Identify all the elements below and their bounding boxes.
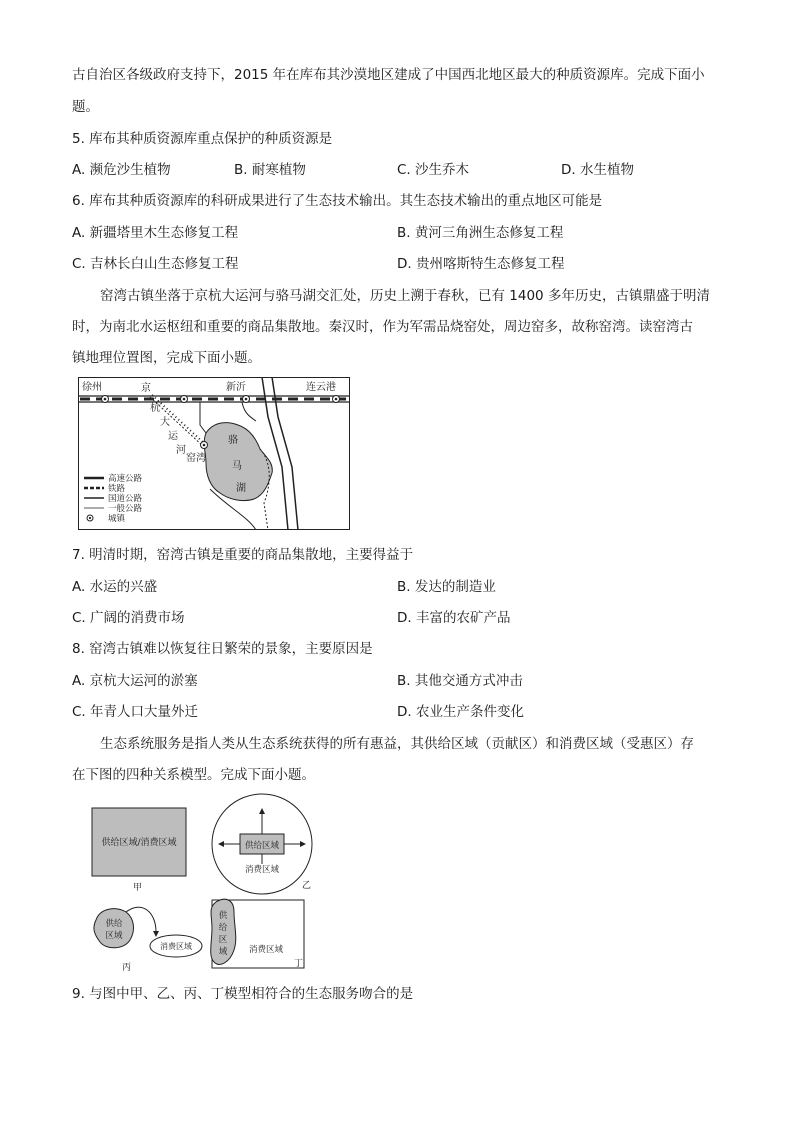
q7-stem: 7. 明清时期，窑湾古镇是重要的商品集散地，主要得益于 xyxy=(72,547,414,563)
map-city-xuzhou: 徐州 xyxy=(82,382,102,393)
q5-stem: 5. 库布其种质资源库重点保护的种质资源是 xyxy=(72,131,333,147)
map-canal-char-2: 杭 xyxy=(150,403,160,414)
map-canal-char-4: 运 xyxy=(168,431,178,442)
bing-supply-label-1: 供给 xyxy=(105,919,123,929)
passage3-line-1: 生态系统服务是指人类从生态系统获得的所有惠益，其供给区域（贡献区）和消费区域（受惠区）存 xyxy=(100,736,694,752)
map-lake-char-2: 马 xyxy=(232,461,242,472)
intro-line-2: 题。 xyxy=(72,99,99,115)
map-town-yaowan: 窑湾 xyxy=(186,453,206,464)
map-canal-char-3: 大 xyxy=(160,417,170,428)
legend-railway: 铁路 xyxy=(108,484,126,494)
map-city-lianyungang: 连云港 xyxy=(306,382,336,393)
bing-consume-label: 消费区域 xyxy=(160,942,192,951)
passage2-line-1: 窑湾古镇坐落于京杭大运河与骆马湖交汇处，历史上溯于春秋，已有 1400 多年历史，古镇鼎盛于明清 xyxy=(100,288,710,304)
model-yi xyxy=(212,794,312,894)
ding-consume-label: 消费区域 xyxy=(248,945,284,955)
q7-option-b[interactable]: B. 发达的制造业 xyxy=(397,579,496,595)
yaowan-location-map xyxy=(78,377,350,534)
q6-stem: 6. 库布其种质资源库的科研成果进行了生态技术输出。其生态技术输出的重点地区可能是 xyxy=(72,193,603,209)
bing-label: 丙 xyxy=(122,963,132,973)
intro-line-1: 古自治区各级政府支持下，2015 年在库布其沙漠地区建成了中国西北地区最大的种质资源库。完成下面小 xyxy=(72,67,705,83)
q8-option-b[interactable]: B. 其他交通方式冲击 xyxy=(397,673,523,689)
q5-option-b[interactable]: B. 耐寒植物 xyxy=(234,162,306,178)
relationship-models-figure xyxy=(86,792,336,984)
q6-option-c[interactable]: C. 吉林长白山生态修复工程 xyxy=(72,256,239,272)
ding-supply-char-2: 给 xyxy=(218,923,228,933)
passage2-line-2: 时，为南北水运枢纽和重要的商品集散地。秦汉时，作为军需品烧窑处，周边窑多，故称窑湾。读窑湾古 xyxy=(72,319,693,335)
map-lake-char-1: 骆 xyxy=(228,435,238,446)
q8-stem: 8. 窑湾古镇难以恢复往日繁荣的景象，主要原因是 xyxy=(72,641,373,657)
ding-label: 丁 xyxy=(294,959,304,969)
yi-consume-label: 消费区域 xyxy=(244,865,280,875)
q5-option-a[interactable]: A. 濒危沙生植物 xyxy=(72,162,171,178)
q5-option-c[interactable]: C. 沙生乔木 xyxy=(397,162,470,178)
q5-option-d[interactable]: D. 水生植物 xyxy=(561,162,634,178)
model-jia xyxy=(92,808,186,893)
map-canal-char-1: 京 xyxy=(141,383,151,394)
q7-option-c[interactable]: C. 广阔的消费市场 xyxy=(72,610,185,626)
model-bing xyxy=(94,907,202,973)
q9-stem: 9. 与图中甲、乙、丙、丁模型相符合的生态服务吻合的是 xyxy=(72,986,414,1002)
legend-national-road: 国道公路 xyxy=(108,494,143,504)
model-ding xyxy=(211,899,304,969)
yi-supply-label: 供给区域 xyxy=(244,841,280,851)
bing-supply-label-2: 区域 xyxy=(105,931,123,941)
ding-supply-char-4: 域 xyxy=(218,947,228,957)
legend-town: 城镇 xyxy=(108,514,126,524)
q7-option-a[interactable]: A. 水运的兴盛 xyxy=(72,579,158,595)
legend-general-road: 一般公路 xyxy=(108,504,143,514)
map-lake-char-3: 湖 xyxy=(236,483,246,494)
ding-supply-char-3: 区 xyxy=(218,935,228,945)
q6-option-d[interactable]: D. 贵州喀斯特生态修复工程 xyxy=(397,256,565,272)
q8-option-a[interactable]: A. 京杭大运河的淤塞 xyxy=(72,673,198,689)
passage3-line-2: 在下图的四种关系模型。完成下面小题。 xyxy=(72,767,315,783)
q6-option-a[interactable]: A. 新疆塔里木生态修复工程 xyxy=(72,225,239,241)
jia-label: 甲 xyxy=(133,883,143,893)
passage2-line-3: 镇地理位置图，完成下面小题。 xyxy=(72,350,261,366)
q7-option-d[interactable]: D. 丰富的农矿产品 xyxy=(397,610,511,626)
ding-supply-char-1: 供 xyxy=(218,911,228,921)
q8-option-c[interactable]: C. 年青人口大量外迁 xyxy=(72,704,199,720)
legend-expressway: 高速公路 xyxy=(108,474,143,484)
yi-label: 乙 xyxy=(302,881,312,891)
q8-option-d[interactable]: D. 农业生产条件变化 xyxy=(397,704,524,720)
jia-box-label: 供给区域/消费区域 xyxy=(101,838,177,848)
map-city-xinyi: 新沂 xyxy=(226,382,246,393)
map-canal-char-5: 河 xyxy=(176,445,186,456)
q6-option-b[interactable]: B. 黄河三角洲生态修复工程 xyxy=(397,225,564,241)
